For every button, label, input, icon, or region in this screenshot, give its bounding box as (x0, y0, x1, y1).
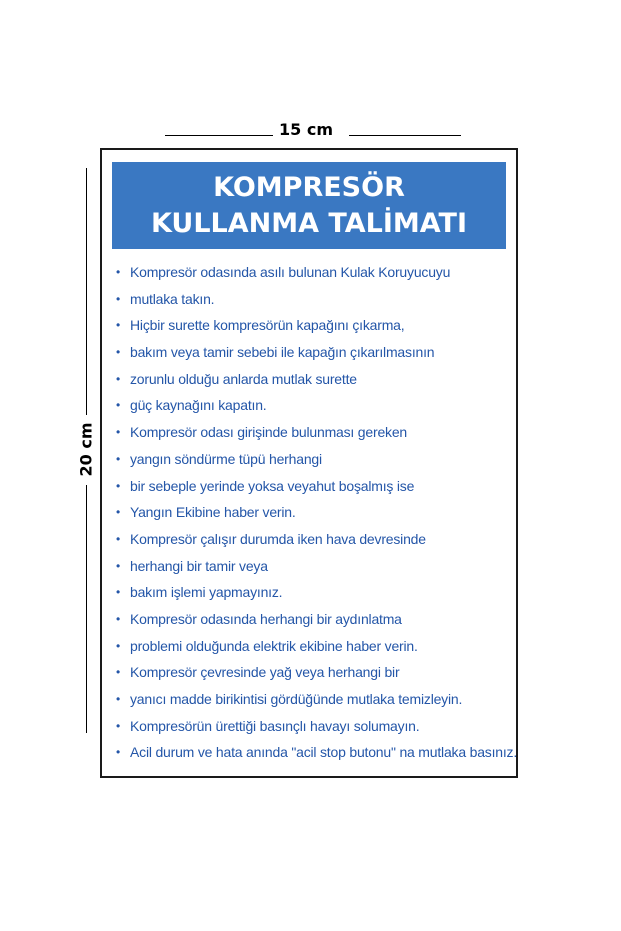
instruction-item (113, 633, 517, 660)
instruction-item (113, 739, 517, 766)
instruction-text: bakım işlemi yapmayınız. (130, 584, 283, 601)
bullet-icon: • (116, 318, 121, 333)
instruction-text: Kompresör çalışır durumda iken hava devresinde (130, 530, 426, 547)
instruction-item (113, 286, 517, 313)
bullet-icon: • (116, 558, 121, 573)
sign-title-line-2: KULLANMA TALİMATI (150, 208, 468, 239)
bullet-icon: • (116, 345, 121, 360)
instruction-item (113, 339, 517, 366)
bullet-icon: • (116, 505, 121, 520)
sign-title-line-1: KOMPRESÖR (213, 172, 405, 203)
bullet-icon: • (116, 585, 121, 600)
sign-title-banner (112, 162, 506, 249)
bullet-icon: • (116, 425, 121, 440)
height-dimension (70, 168, 96, 733)
width-dimension (165, 120, 461, 140)
width-dimension-line-right (349, 135, 461, 136)
width-dimension-line-left (165, 135, 273, 136)
instruction-item (113, 526, 517, 553)
instruction-text: bakım veya tamir sebebi ile kapağın çıkarılmasının (130, 344, 435, 361)
bullet-icon: • (116, 745, 121, 760)
instruction-item (113, 312, 517, 339)
instruction-text: problemi olduğunda elektrik ekibine haber verin. (130, 637, 418, 654)
instruction-item (113, 499, 517, 526)
instruction-text: yanıcı madde birikintisi gördüğünde mutlaka temizleyin. (130, 691, 463, 707)
instruction-text: Kompresörün ürettiği basınçlı havayı solumayın. (130, 717, 420, 734)
instruction-item (113, 259, 517, 286)
instruction-item (113, 392, 517, 419)
instruction-text: bir sebeple yerinde yoksa veyahut boşalmış ise (130, 477, 415, 494)
instruction-list (113, 259, 517, 766)
instruction-text: güç kaynağını kapatın. (130, 397, 267, 414)
instruction-text: Kompresör odası girişinde bulunması gereken (130, 424, 407, 441)
width-dimension-label: 15 cm (279, 120, 333, 139)
bullet-icon: • (116, 371, 121, 386)
instruction-text: zorunlu olduğu anlarda mutlak surette (130, 370, 357, 387)
instruction-item (113, 366, 517, 393)
instruction-item (113, 473, 517, 500)
instruction-item (113, 713, 517, 740)
bullet-icon: • (116, 611, 121, 626)
instruction-item (113, 606, 517, 633)
instruction-text: Yangın Ekibine haber verin. (130, 504, 296, 521)
instruction-sign (100, 148, 518, 778)
height-dimension-line-bottom (86, 485, 87, 733)
instruction-text: herhangi bir tamir veya (130, 557, 268, 574)
height-dimension-label: 20 cm (76, 422, 96, 477)
bullet-icon: • (116, 692, 121, 706)
bullet-icon: • (116, 291, 121, 306)
instruction-item (113, 419, 517, 446)
bullet-icon: • (116, 638, 121, 653)
instruction-text: mutlaka takın. (130, 290, 215, 307)
bullet-icon: • (116, 265, 121, 279)
instruction-text: Acil durum ve hata anında "acil stop butonu" na mutlaka basınız. (130, 744, 518, 761)
instruction-text: Kompresör çevresinde yağ veya herhangi bir (130, 664, 400, 681)
instruction-item (113, 446, 517, 473)
instruction-item (113, 553, 517, 580)
bullet-icon: • (116, 478, 121, 493)
bullet-icon: • (116, 398, 121, 413)
height-dimension-line-top (86, 168, 87, 415)
bullet-icon: • (116, 451, 121, 466)
instruction-text: Kompresör odasında asılı bulunan Kulak Koruyucuyu (130, 264, 451, 280)
instruction-item (113, 579, 517, 606)
instruction-item (113, 659, 517, 686)
instruction-item (113, 686, 517, 713)
bullet-icon: • (116, 718, 121, 733)
bullet-icon: • (116, 531, 121, 546)
bullet-icon: • (116, 665, 121, 680)
instruction-text: yangın söndürme tüpü herhangi (130, 450, 322, 467)
instruction-text: Kompresör odasında herhangi bir aydınlatma (130, 610, 402, 627)
instruction-text: Hiçbir surette kompresörün kapağını çıkarma, (130, 317, 405, 334)
